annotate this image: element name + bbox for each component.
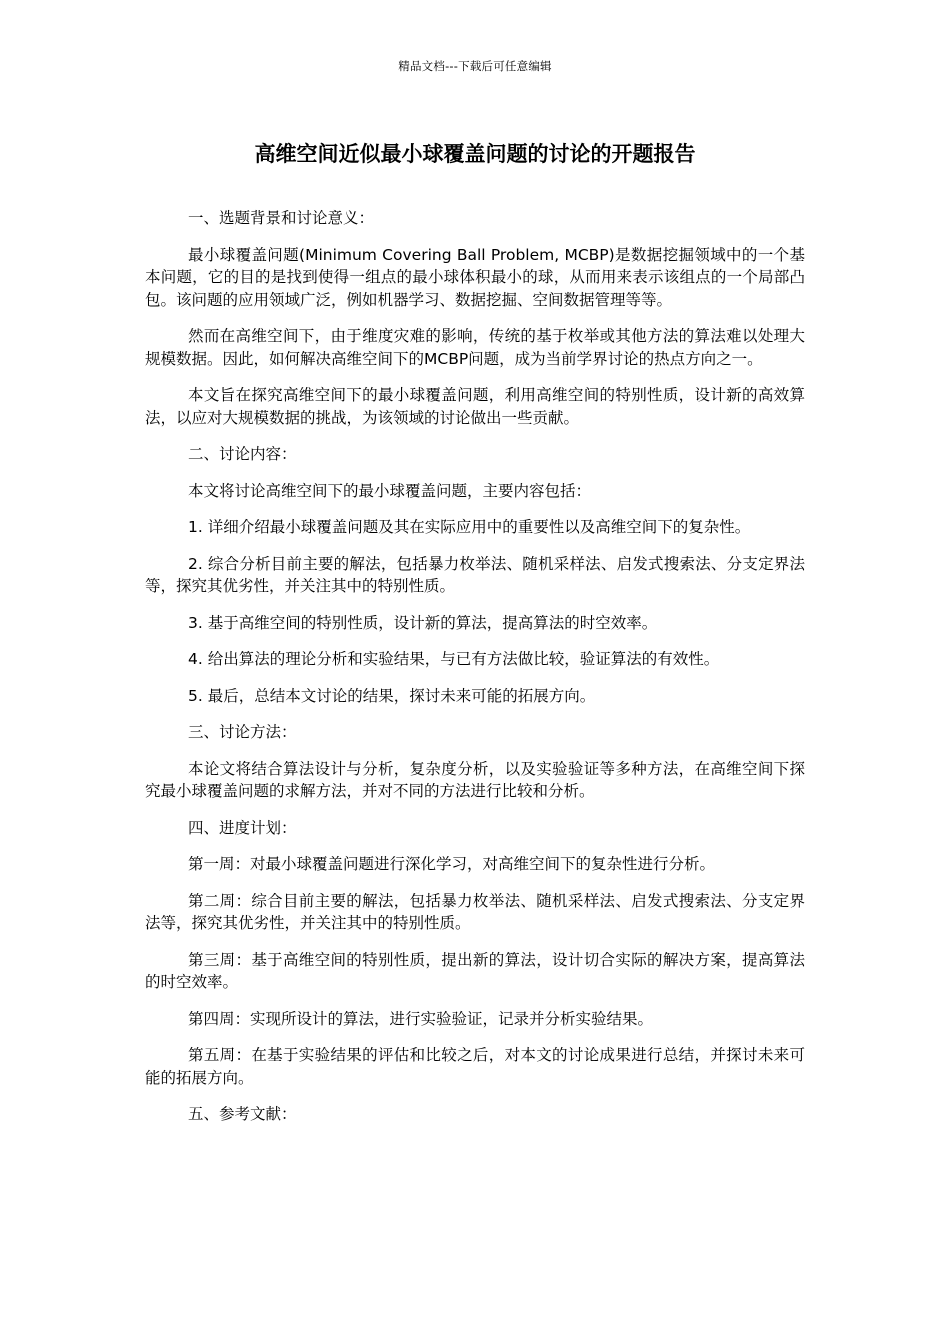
paragraph-purpose: 本文旨在探究高维空间下的最小球覆盖问题，利用高维空间的特别性质，设计新的高效算法，以应对大规模数据的挑战，为该领域的讨论做出一些贡献。: [145, 386, 805, 427]
schedule-week-4: 第四周：实现所设计的算法，进行实验验证，记录并分析实验结果。: [188, 1009, 654, 1028]
section-heading-background: 一、选题背景和讨论意义：: [188, 209, 375, 227]
schedule-week-3: 第三周：基于高维空间的特别性质，提出新的算法，设计切合实际的解决方案，提高算法的时空效率。: [145, 950, 805, 991]
section-heading-references: 五、参考文献：: [188, 1105, 297, 1123]
content-item-1: 1. 详细介绍最小球覆盖问题及其在实际应用中的重要性以及高维空间下的复杂性。: [188, 518, 751, 536]
content-item-5: 5. 最后，总结本文讨论的结果，探讨未来可能的拓展方向。: [188, 686, 596, 705]
document-body: [145, 207, 805, 1140]
paragraph-high-dim-challenge: 然而在高维空间下，由于维度灾难的影响，传统的基于枚举或其他方法的算法难以处理大规模数据。因此，如何解决高维空间下的MCBP问题，成为当前学界讨论的热点方向之一。: [145, 327, 805, 368]
schedule-week-5: 第五周：在基于实验结果的评估和比较之后，对本文的讨论成果进行总结，并探讨未来可能的拓展方向。: [145, 1046, 805, 1087]
document-title: 高维空间近似最小球覆盖问题的讨论的开题报告: [254, 142, 696, 166]
paragraph-method: 本论文将结合算法设计与分析，复杂度分析，以及实验验证等多种方法，在高维空间下探究最小球覆盖问题的求解方法，并对不同的方法进行比较和分析。: [145, 759, 805, 800]
content-item-3: 3. 基于高维空间的特别性质，设计新的算法，提高算法的时空效率。: [188, 613, 658, 632]
paragraph-mcbp-definition: 最小球覆盖问题(Minimum Covering Ball Problem, MCBP)是数据挖掘领域中的一个基本问题，它的目的是找到使得一组点的最小球体积最小的球，从而用来表示该组点的一个局部凸包。该问题的应用领域广泛，例如机器学习、数据挖掘、空间数据管理等等。: [145, 245, 805, 309]
content-item-4: 4. 给出算法的理论分析和实验结果，与已有方法做比较，验证算法的有效性。: [188, 650, 720, 668]
schedule-week-1: 第一周：对最小球覆盖问题进行深化学习，对高维空间下的复杂性进行分析。: [188, 855, 716, 873]
section-heading-method: 三、讨论方法：: [188, 723, 297, 741]
schedule-week-2: 第二周：综合目前主要的解法，包括暴力枚举法、随机采样法、启发式搜索法、分支定界法等，探究其优劣性，并关注其中的特别性质。: [145, 891, 805, 932]
section-heading-schedule: 四、进度计划：: [188, 818, 297, 837]
paragraph-content-intro: 本文将讨论高维空间下的最小球覆盖问题，主要内容包括：: [188, 481, 592, 500]
page-header-note: 精品文档---下载后可任意编辑: [398, 59, 552, 73]
section-heading-content: 二、讨论内容：: [188, 445, 297, 463]
content-item-2: 2. 综合分析目前主要的解法，包括暴力枚举法、随机采样法、启发式搜索法、分支定界法等，探究其优劣性，并关注其中的特别性质。: [145, 554, 805, 595]
